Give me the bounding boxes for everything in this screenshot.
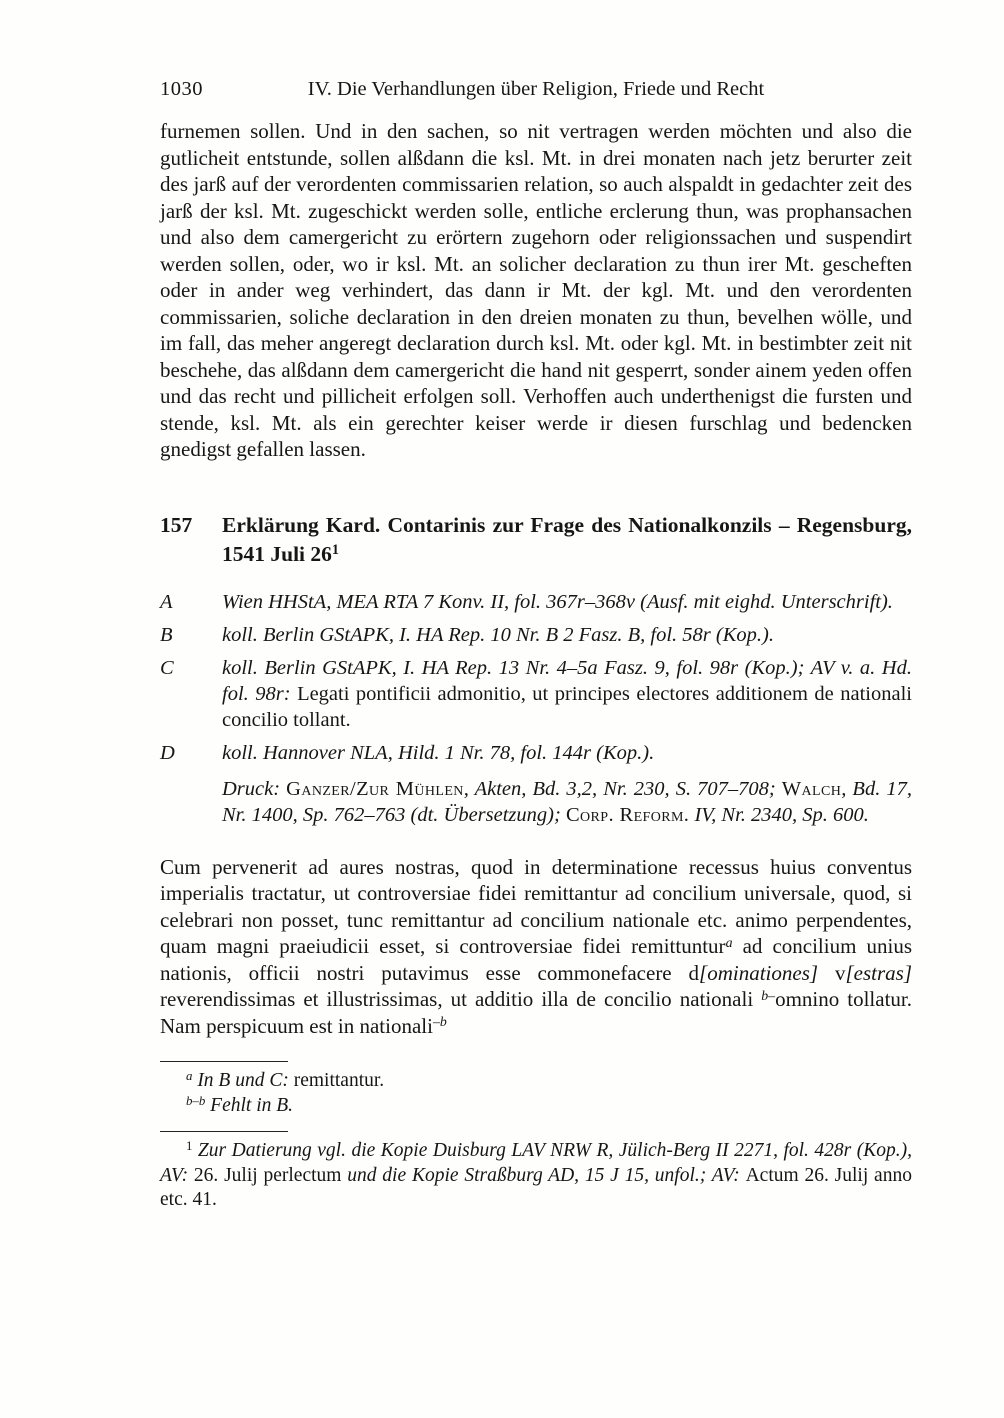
source-text-a: Wien HHStA, MEA RTA 7 Konv. II, fol. 367r–368v (Ausf. mit eighd. Unterschrift). (222, 590, 893, 613)
apparatus-note-a-label: In B und C: (192, 1070, 294, 1091)
document-title (222, 511, 912, 569)
latin-text-part-4: reverendissimas et illustrissimas, ut additio illa de concilio nationali (160, 987, 762, 1011)
latin-text-part-1: Cum pervenerit ad aures nostras, quod in determinatione recessus huius conventus imperialis tractatur, ut controversiae fidei remittantur ad concilium universale, quod, si celebrari non posset, tunc remittantur ad concilium nationale etc. animo perpendentes, quam magni praeiudicii esset, si controversiae fidei remittuntur (160, 854, 912, 958)
print-editions-note (222, 776, 912, 828)
document-number: 157 (160, 512, 193, 537)
text-block (160, 76, 912, 1213)
footnote-1-segment-2: 26. Julij perlectum (193, 1164, 348, 1186)
footnote-separator-rule (160, 1131, 288, 1132)
source-c-archival-reference: koll. Berlin GStAPK, I. HA Rep. 13 Nr. 4–5a Fasz. 9, fol. 98r (Kop.); AV v. a. Hd. fol. 98r: (222, 656, 912, 705)
source-entry-d (160, 740, 912, 766)
source-entry-b (160, 622, 912, 648)
druck-citation-1-detail: , Akten, Bd. 3,2, Nr. 230, S. 707–708; (463, 777, 782, 800)
druck-label: Druck: (222, 777, 287, 800)
editorial-expansion-1: [ominationes] (699, 960, 819, 985)
source-text-b: koll. Berlin GStAPK, I. HA Rep. 10 Nr. B 2 Fasz. B, fol. 58r (Kop.). (222, 623, 774, 646)
footnote-1-segment-4: Actum 26. Julij anno etc. 41. (160, 1164, 912, 1210)
continuation-paragraph: furnemen sollen. Und in den sachen, so nit vertragen werden möchten und also die gutlicheit entstunde, sollen alßdann die ksl. Mt. in drei monaten nach jetz berurter zeit des jarß auf der verordenten commissarien relation, so auch alspaldt in gedachter zeit des jarß der ksl. Mt. zugeschickt werden solle, entliche erclerung thun, was prophansachen und also dem camergericht zu erörtern zugehorn oder religionssachen und suspendirt werden sollen, oder, wo ir ksl. Mt. an solicher declaration zu thun irer Mt. gescheften oder in ander weg verhindert, das dann ir Mt. der kgl. Mt. und den verordenten commissarien, soliche declaration in den dreien monaten zu thun, bevelhen wölle, und im fall, das meher angeregt declaration durch ksl. Mt. oder kgl. Mt. in bestimbter zeit nit beschehe, das alßdann dem camergericht die hand nit gesperrt, sonder ainem yeden offen und das recht und pillicheit erfolgen soll. Verhoffen auch underthenigst die fursten und stende, ksl. Mt. als ein gerechter keiser werde ir diesen furschlag und bedencken gnedigst gefallen lassen. (160, 119, 912, 461)
apparatus-note-a (160, 1069, 912, 1094)
source-label-c: C (160, 656, 174, 679)
druck-citation-3-detail: IV, Nr. 2340, Sp. 600. (689, 803, 869, 826)
apparatus-separator-rule (160, 1061, 288, 1062)
latin-text-part-3: v (818, 960, 846, 985)
page-number: 1030 (160, 78, 203, 100)
source-c-archival-note: Legati pontificii admonitio, ut principes electores additionem de nationali concilio tollant. (222, 682, 912, 731)
source-list (160, 589, 912, 828)
source-entry-c (160, 655, 912, 733)
apparatus-note-a-reading: remittantur. (293, 1070, 385, 1091)
apparatus-note-b-ref: b–b (186, 1093, 206, 1108)
druck-citation-2-author: Walch (781, 777, 842, 800)
critical-apparatus (160, 1069, 912, 1118)
apparatus-note-a-ref: a (186, 1069, 193, 1084)
footnote-ref-1-marker: 1 (331, 542, 339, 559)
editorial-expansion-2: [estras] (845, 960, 913, 985)
apparatus-note-b (160, 1094, 912, 1119)
document-heading (160, 511, 912, 569)
latin-text-part-2: ad concilium unius nationis, officii nostri putavimus esse commonefacere d (160, 934, 913, 985)
source-label-d: D (160, 741, 175, 764)
page-header (160, 76, 912, 102)
source-label-a: A (160, 590, 173, 613)
source-text-d: koll. Hannover NLA, Hild. 1 Nr. 78, fol. 144r (Kop.). (222, 741, 655, 764)
apparatus-ref-b-close: –b (432, 1014, 447, 1030)
footnote-1 (160, 1139, 912, 1213)
footnote-1-segment-1: Zur Datierung vgl. die Kopie Duisburg LAV NRW R, Jülich-Berg II 2271, fol. 428r (Kop.), AV: (160, 1140, 912, 1186)
footnotes (160, 1139, 912, 1213)
druck-citation-1-author: Ganzer/Zur Mühlen (286, 777, 464, 800)
druck-citation-3-author: Corp. Reform. (565, 803, 690, 826)
latin-text-paragraph (160, 854, 912, 1040)
source-entry-a (160, 589, 912, 615)
apparatus-ref-b-open: b– (761, 987, 776, 1003)
latin-text-part-5: omnino tollatur. Nam perspicuum est in nationali (160, 987, 912, 1038)
apparatus-note-b-text: Fehlt in B. (205, 1094, 294, 1116)
document-title-text: Erklärung Kard. Contarinis zur Frage des Nationalkonzils – Regensburg, 1541 Juli 26 (222, 512, 912, 566)
apparatus-ref-a: a (725, 934, 733, 950)
running-head: IV. Die Verhandlungen über Religion, Friede und Recht (307, 78, 765, 100)
footnote-1-segment-3: und die Kopie Straßburg AD, 15 J 15, unfol.; AV: (347, 1164, 746, 1186)
footnote-1-ref: 1 (186, 1139, 193, 1154)
druck-citation-2-detail: , Bd. 17, Nr. 1400, Sp. 762–763 (dt. Übersetzung); (222, 777, 912, 826)
source-text-c (222, 655, 912, 733)
source-label-b: B (160, 623, 173, 646)
